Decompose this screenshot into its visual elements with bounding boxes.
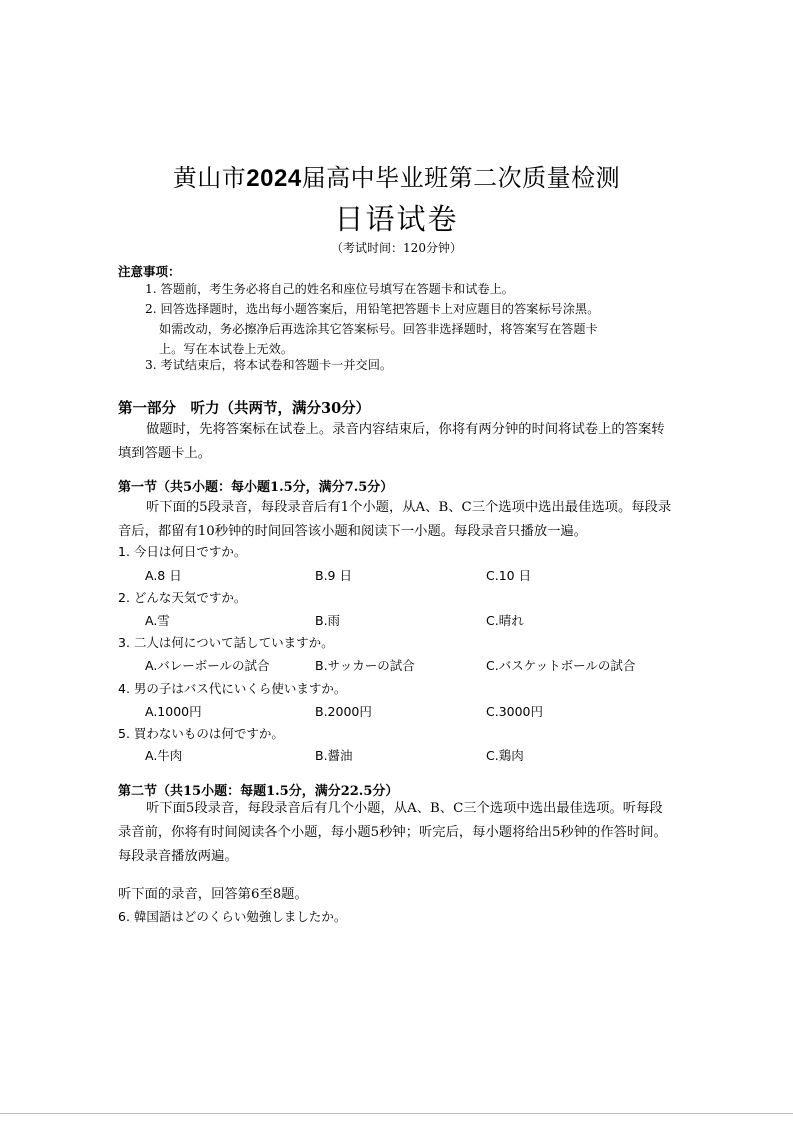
question-3-option-a: A.バレーボールの試合 <box>145 658 270 673</box>
question-3-option-c: C.バスケットボールの試合 <box>486 658 636 673</box>
question-4-option-c: C.3000円 <box>486 704 544 719</box>
question-3-option-b: B.サッカーの試合 <box>315 658 415 673</box>
question-4: 4. 男の子はバス代にいくら使いますか。 <box>118 681 347 696</box>
question-3: 3. 二人は何について話していますか。 <box>118 635 334 650</box>
section1-intro: 听下面的5段录音，每段录音后有1个小题，从A、B、C三个选项中选出最佳选项。每段录音后，都留有10秒钟的时间回答该小题和阅读下一小题。每段录音只播放一遍。 <box>118 500 672 539</box>
title-year: 2024 <box>246 165 302 192</box>
section2-instruction: 听下面的录音，回答第6至8题。 <box>118 887 308 902</box>
page-bottom-divider <box>0 1113 793 1114</box>
question-1: 1. 今日は何日ですか。 <box>118 544 247 559</box>
question-4-option-b: B.2000円 <box>315 704 372 719</box>
question-1-option-a: A.8 日 <box>145 568 182 583</box>
notice-item-1: 1. 答题前，考生务必将自己的姓名和座位号填写在答题卡和试卷上。 <box>145 282 514 296</box>
exam-time: （考试时间：120分钟） <box>331 241 462 255</box>
exam-subject: 日语试卷 <box>334 202 459 236</box>
question-2-option-c: C.晴れ <box>486 613 524 628</box>
question-5-option-a: A.牛肉 <box>145 748 183 763</box>
part1-heading: 第一部分 听力（共两节，满分30分） <box>118 400 371 417</box>
notice-item-2-line-3: 上。写在本试卷上无效。 <box>159 342 294 356</box>
notice-item-3: 3. 考试结束后，将本试卷和答题卡一并交回。 <box>145 358 393 372</box>
title-city: 黄山市 <box>172 164 247 192</box>
notice-item-2-line-2: 如需改动，务必擦净后再选涂其它答案标号。回答非选择题时，将答案写在答题卡 <box>159 322 598 336</box>
part1-intro: 做题时，先将答案标在试卷上。录音内容结束后，你将有两分钟的时间将试卷上的答案转填到答题卡上。 <box>118 422 665 461</box>
section1-heading: 第一节（共5小题：每小题1.5分，满分7.5分） <box>118 480 394 495</box>
section2-intro: 听下面5段录音，每段录音后有几个小题，从A、B、C三个选项中选出最佳选项。听每段录音前，你将有时间阅读各个小题，每小题5秒钟；听完后，每小题将给出5秒钟的作答时间。每段录音播放两遍。 <box>118 801 667 864</box>
section2-heading: 第二节（共15小题：每题1.5分，满分22.5分） <box>118 784 399 799</box>
notice-item-2: 2. 回答选择题时，选出每小题答案后，用铅笔把答题卡上对应题目的答案标号涂黑。 <box>145 302 600 316</box>
exam-title <box>0 158 793 193</box>
question-4-option-a: A.1000円 <box>145 704 202 719</box>
question-5-option-c: C.鶏肉 <box>486 748 524 763</box>
question-6: 6. 韓国語はどのくらい勉強しましたか。 <box>118 909 347 924</box>
notice-heading: 注意事项： <box>118 264 181 279</box>
question-5: 5. 買わないものは何ですか。 <box>118 726 284 741</box>
question-1-option-b: B.9 日 <box>315 568 352 583</box>
question-2-option-b: B.雨 <box>315 613 341 628</box>
title-rest: 届高中毕业班第二次质量检测 <box>301 164 621 192</box>
question-1-option-c: C.10 日 <box>486 568 532 583</box>
question-5-option-b: B.醤油 <box>315 748 353 763</box>
question-2: 2. どんな天気ですか。 <box>118 590 247 605</box>
question-2-option-a: A.雪 <box>145 613 170 628</box>
